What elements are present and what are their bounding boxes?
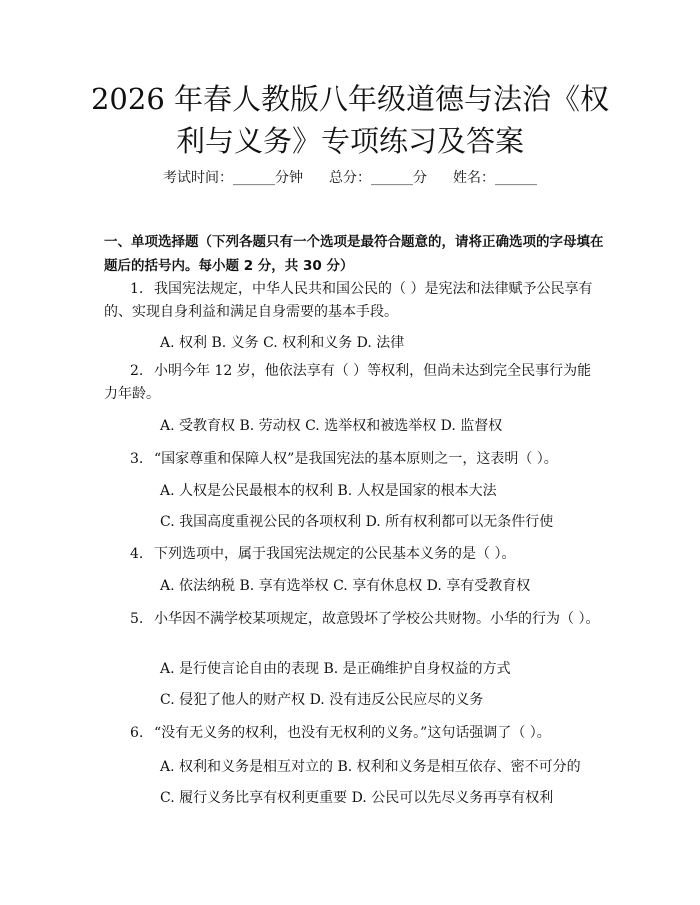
exam-time-field: 考试时间：______分钟 [163, 170, 303, 186]
question-4-options: A. 依法纳税 B. 享有选举权 C. 享有休息权 D. 享有受教育权 [160, 578, 531, 594]
question-4 [104, 543, 600, 566]
question-6-options-line-1: A. 权利和义务是相互对立的 B. 权利和义务是相互依存、密不可分的 [160, 759, 581, 775]
total-score-field: 总分：______分 [329, 170, 427, 186]
question-2 [104, 360, 600, 406]
question-number: 4. [130, 546, 144, 562]
question-3-options-line-2: C. 我国高度重视公民的各项权利 D. 所有权利都可以无条件行使 [160, 514, 554, 530]
student-name-field: 姓名：______ [453, 170, 537, 186]
question-3-options-line-1: A. 人权是公民最根本的权利 B. 人权是国家的根本大法 [160, 483, 497, 499]
question-stem: 小明今年 12 岁，他依法享有（ ）等权利，但尚未达到完全民事行为能力年龄。 [104, 363, 592, 402]
question-stem: 下列选项中，属于我国宪法规定的公民基本义务的是（ ）。 [154, 546, 516, 562]
question-number: 2. [130, 363, 144, 379]
question-number: 3. [130, 451, 144, 467]
question-number: 6. [130, 725, 144, 741]
question-6-options-line-2: C. 履行义务比享有权利更重要 D. 公民可以先尽义务再享有权利 [160, 790, 554, 806]
question-number: 5. [130, 611, 144, 627]
document-title: 2026 年春人教版八年级道德与法治《权利与义务》专项练习及答案 [90, 82, 610, 158]
question-5-options-line-2: C. 侵犯了他人的财产权 D. 没有违反公民应尽的义务 [160, 692, 484, 708]
question-stem: 小华因不满学校某项规定，故意毁坏了学校公共财物。小华的行为（ ）。 [154, 611, 600, 627]
question-1-options: A. 权利 B. 义务 C. 权利和义务 D. 法律 [160, 335, 405, 351]
question-2-options: A. 受教育权 B. 劳动权 C. 选举权和被选举权 D. 监督权 [160, 418, 503, 434]
question-5 [104, 608, 600, 631]
question-stem: 我国宪法规定，中华人民共和国公民的（ ）是宪法和法律赋予公民享有的、实现自身利益和满足自身需要的基本手段。 [104, 281, 593, 320]
question-1 [104, 278, 600, 324]
section-heading-single-choice: 一、单项选择题（下列各题只有一个选项是最符合题意的，请将正确选项的字母填在题后的括号内。每小题 2 分，共 30 分） [104, 234, 604, 274]
exam-meta-line [0, 168, 700, 188]
question-6 [104, 722, 600, 745]
question-stem: “没有无义务的权利，也没有无权利的义务。”这句话强调了（ ）。 [154, 725, 551, 741]
question-number: 1. [130, 281, 144, 297]
question-5-options-line-1: A. 是行使言论自由的表现 B. 是正确维护自身权益的方式 [160, 661, 511, 677]
question-stem: “国家尊重和保障人权”是我国宪法的基本原则之一，这表明（ ）。 [154, 451, 558, 467]
question-3 [104, 448, 600, 471]
